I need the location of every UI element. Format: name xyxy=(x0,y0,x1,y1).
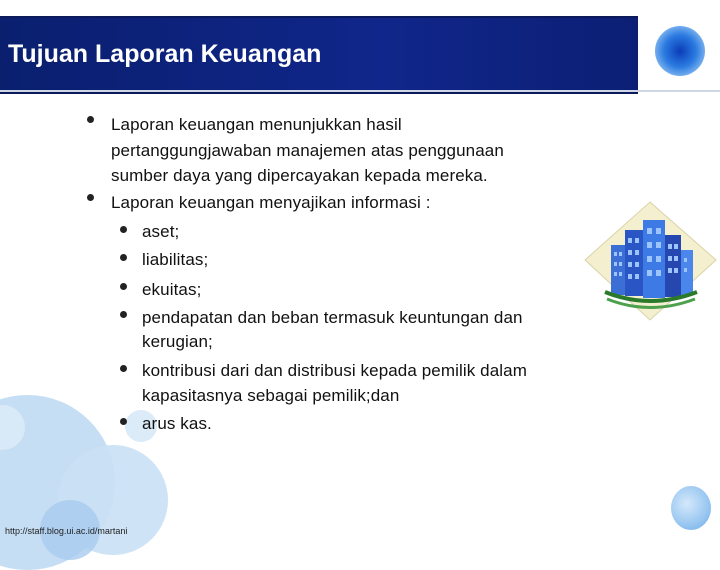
sub-bullet-text: kontribusi dari dan distribusi kepada pemilik dalam xyxy=(142,361,527,380)
sub-bullet-text: ekuitas; xyxy=(142,280,202,299)
sub-bullet-dot xyxy=(120,226,127,233)
sub-bullet-dot xyxy=(120,254,127,261)
sub-bullet-text: kapasitasnya sebagai pemilik;dan xyxy=(142,386,400,405)
sub-bullet-text: arus kas. xyxy=(142,414,212,433)
sub-bullet-text: kerugian; xyxy=(142,332,213,351)
sub-bullet-text: aset; xyxy=(142,222,180,241)
sub-bullet-dot xyxy=(120,365,127,372)
sub-bullet-dot xyxy=(120,418,127,425)
bullet-text: Laporan keuangan menyajikan informasi : xyxy=(111,193,431,212)
bullet-dot xyxy=(87,116,94,123)
sub-bullet-text: pendapatan dan beban termasuk keuntungan dan xyxy=(142,308,523,327)
bullet-text: pertanggungjawaban manajemen atas penggunaan xyxy=(111,141,504,160)
sub-bullet-text: liabilitas; xyxy=(142,250,209,269)
bullet-dot xyxy=(87,194,94,201)
slide-title: Tujuan Laporan Keuangan xyxy=(8,40,322,68)
sub-bullet-dot xyxy=(120,311,127,318)
footer-url: http://staff.blog.ui.ac.id/martani xyxy=(5,526,128,536)
bullet-text: sumber daya yang dipercayakan kepada mereka. xyxy=(111,166,488,185)
sub-bullet-dot xyxy=(120,283,127,290)
bullet-text: Laporan keuangan menunjukkan hasil xyxy=(111,115,402,134)
